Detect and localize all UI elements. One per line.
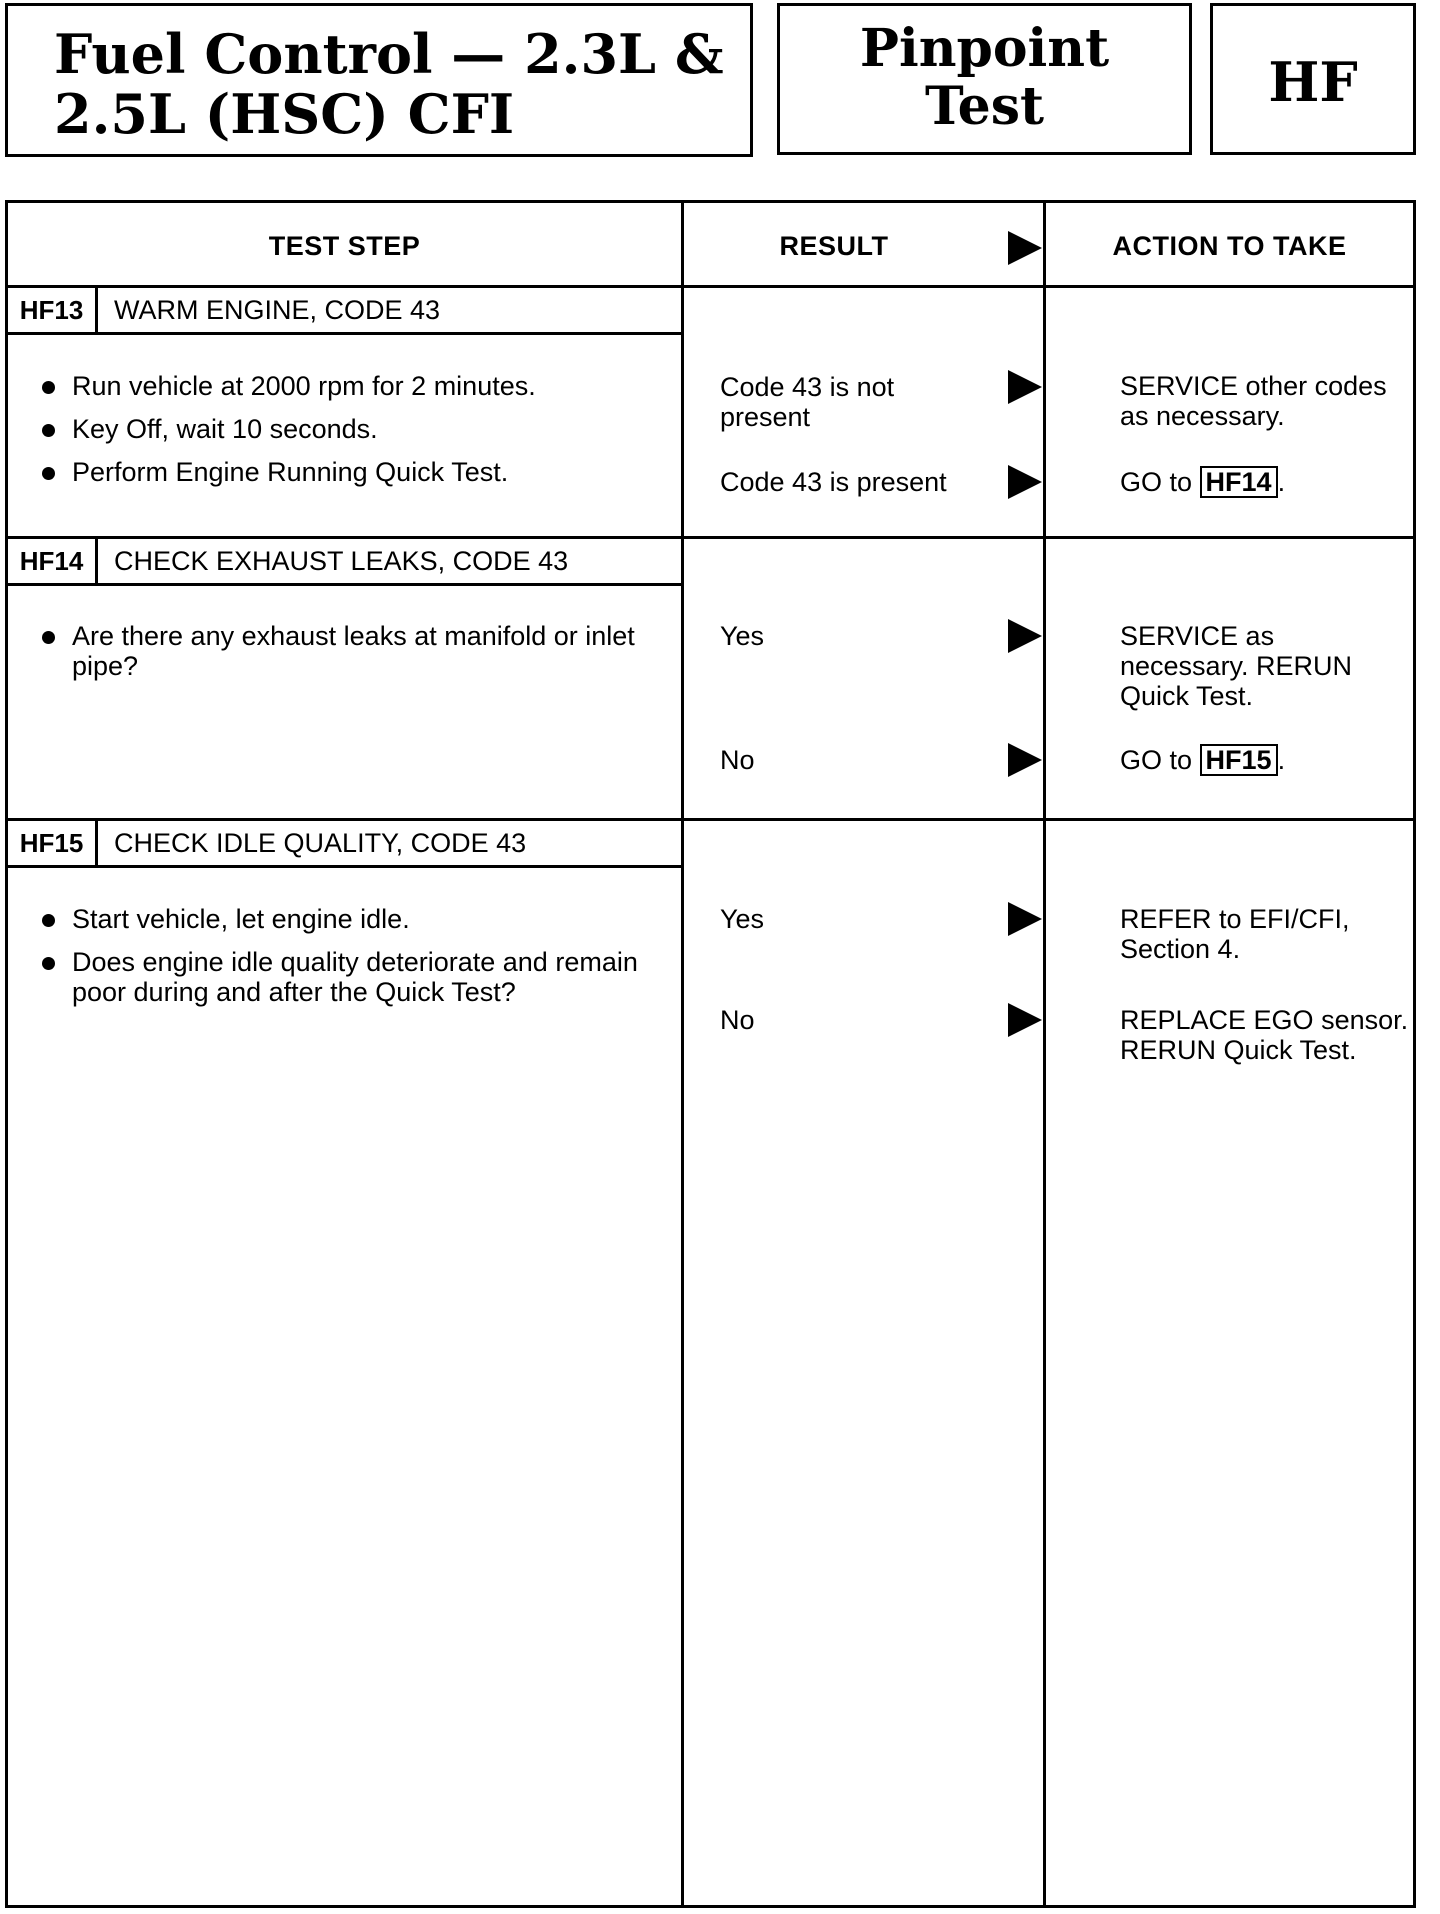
step-id: HF13 (8, 288, 98, 332)
step-title-divider (8, 583, 681, 586)
step-instructions (38, 371, 678, 500)
result-text: Yes (720, 621, 765, 651)
action-suffix: . (1277, 745, 1286, 775)
list-item: Key Off, wait 10 seconds. (38, 414, 678, 444)
category-box (777, 3, 1192, 155)
action-suffix: . (1277, 467, 1286, 497)
step-title: CHECK EXHAUST LEAKS, CODE 43 (114, 546, 569, 576)
category-label: Pinpoint Test (859, 18, 1110, 137)
list-item: Does engine idle quality deteriorate and remain poor during and after the Quick Test? (38, 947, 678, 1007)
result-text: Yes (720, 904, 765, 934)
page-title: Fuel Control — 2.3L & 2.5L (HSC) CFI (54, 22, 724, 146)
column-header-result: RESULT (779, 231, 889, 261)
arrow-icon (1008, 902, 1042, 936)
list-item: Run vehicle at 2000 rpm for 2 minutes. (38, 371, 678, 401)
step-title: CHECK IDLE QUALITY, CODE 43 (114, 828, 527, 858)
section-code: HF (1268, 50, 1358, 114)
arrow-icon (1008, 465, 1042, 499)
step-title-divider (8, 332, 681, 335)
action-text: REFER to EFI/CFI, Section 4. (1120, 904, 1350, 964)
action-text: SERVICE other codes as necessary. (1120, 371, 1387, 431)
step-instructions (38, 904, 678, 1020)
result-text: Code 43 is present (720, 467, 947, 497)
step-id: HF15 (8, 821, 98, 865)
action-prefix: GO to (1120, 467, 1193, 497)
column-header-action: ACTION TO TAKE (1112, 231, 1347, 261)
action-goto (1120, 466, 1410, 498)
step-title: WARM ENGINE, CODE 43 (114, 295, 441, 325)
column-header-test-step: TEST STEP (268, 231, 421, 261)
step-title-divider (8, 865, 681, 868)
pinpoint-test-table (5, 200, 1416, 1908)
step-id: HF14 (8, 539, 98, 583)
step-reference: HF14 (1200, 466, 1278, 498)
list-item: Perform Engine Running Quick Test. (38, 457, 678, 487)
action-goto (1120, 744, 1410, 776)
action-text: SERVICE as necessary. RERUN Quick Test. (1120, 621, 1353, 711)
arrow-icon (1008, 743, 1042, 777)
step-instructions (38, 621, 678, 694)
action-text: REPLACE EGO sensor. RERUN Quick Test. (1120, 1005, 1409, 1065)
list-item: Start vehicle, let engine idle. (38, 904, 678, 934)
arrow-icon (1008, 231, 1042, 265)
result-text: No (720, 1005, 755, 1035)
column-divider (681, 203, 684, 1905)
step-reference: HF15 (1200, 744, 1278, 776)
arrow-icon (1008, 619, 1042, 653)
arrow-icon (1008, 1003, 1042, 1037)
section-code-box (1210, 3, 1416, 155)
result-text: Code 43 is not present (720, 372, 895, 432)
result-text: No (720, 745, 755, 775)
list-item: Are there any exhaust leaks at manifold or inlet pipe? (38, 621, 678, 681)
title-box (5, 3, 753, 157)
column-divider (1043, 203, 1046, 1905)
arrow-icon (1008, 370, 1042, 404)
action-prefix: GO to (1120, 745, 1193, 775)
